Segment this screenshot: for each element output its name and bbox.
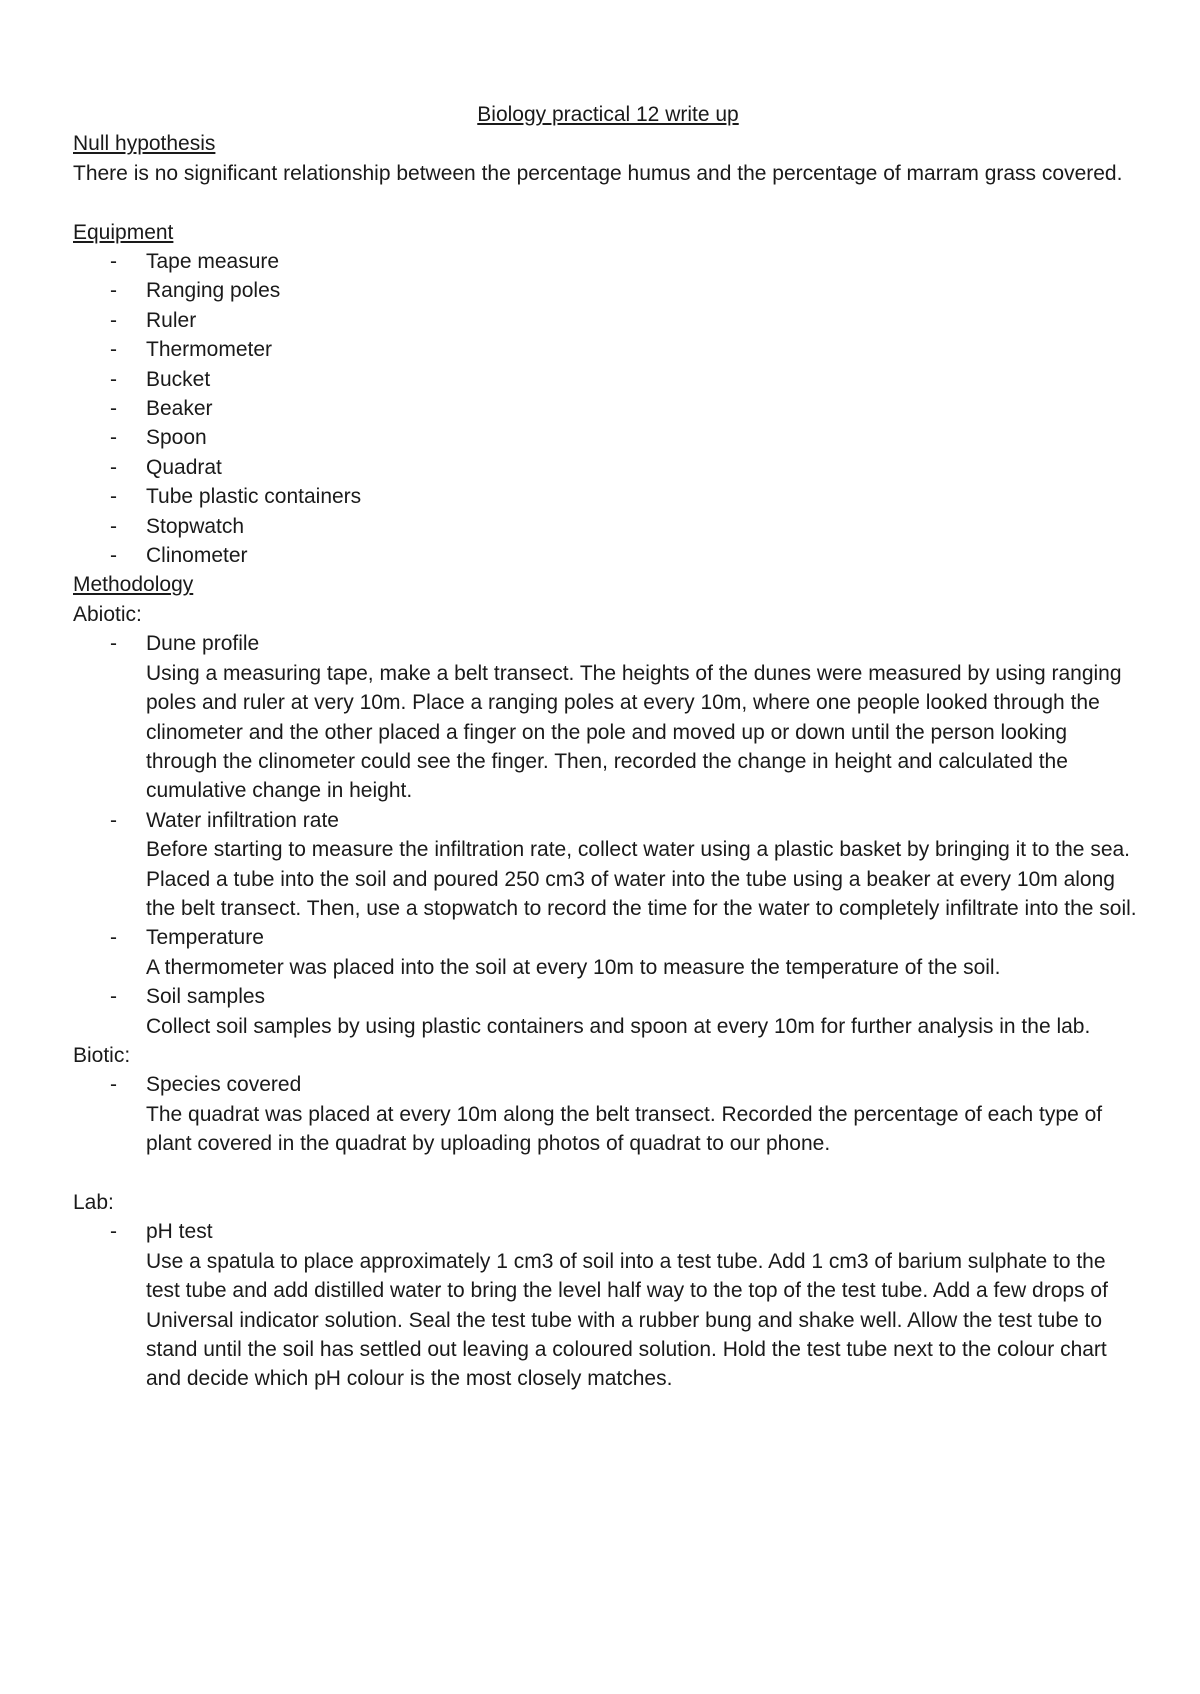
method-item	[73, 1217, 1143, 1393]
method-item-name: pH test	[146, 1220, 213, 1244]
method-item-description: Using a measuring tape, make a belt transect. The heights of the dunes were measured by using ranging poles and ruler at very 10m. Place a ranging poles at every 10m, where one people looked through the clinometer and the other placed a finger on the pole and moved up or down until the person looking through the clinometer could see the finger. Then, recorded the change in height and calculated the cumulative change in height.	[146, 661, 1122, 803]
spacer	[73, 188, 1143, 217]
dash-bullet: -	[110, 308, 117, 332]
method-item-description: Collect soil samples by using plastic containers and spoon at every 10m for further analysis in the lab.	[146, 1014, 1091, 1038]
method-item-name: Soil samples	[146, 985, 266, 1009]
biotic-label: Biotic:	[73, 1043, 131, 1067]
dash-bullet: -	[110, 632, 117, 656]
equipment-item	[73, 365, 1143, 394]
lab-list	[73, 1217, 1143, 1393]
method-item	[73, 923, 1143, 982]
equipment-heading: Equipment	[73, 220, 174, 244]
biotic-list	[73, 1070, 1143, 1158]
method-item-name: Temperature	[146, 926, 264, 950]
method-item-description: The quadrat was placed at every 10m along the belt transect. Recorded the percentage of each type of plant covered in the quadrat by uploading photos of quadrat to our phone.	[146, 1102, 1103, 1156]
null-hypothesis-heading: Null hypothesis	[73, 132, 216, 156]
equipment-item	[73, 335, 1143, 364]
null-hypothesis-text: There is no significant relationship between the percentage humus and the percentage of marram grass covered.	[73, 161, 1123, 185]
equipment-item	[73, 247, 1143, 276]
equipment-item	[73, 394, 1143, 423]
dash-bullet: -	[110, 808, 117, 832]
equipment-item-label: Ranging poles	[146, 279, 281, 303]
equipment-item-label: Spoon	[146, 426, 207, 450]
equipment-item-label: Beaker	[146, 397, 213, 421]
equipment-item-label: Thermometer	[146, 338, 273, 362]
equipment-item-label: Quadrat	[146, 455, 222, 479]
equipment-item-label: Tube plastic containers	[146, 485, 362, 509]
abiotic-label: Abiotic:	[73, 602, 142, 626]
equipment-item-label: Clinometer	[146, 544, 248, 568]
method-item-name: Species covered	[146, 1073, 302, 1097]
method-item	[73, 982, 1143, 1041]
document-title: Biology practical 12 write up	[477, 103, 739, 126]
equipment-item-label: Ruler	[146, 308, 197, 332]
lab-label: Lab:	[73, 1191, 114, 1214]
spacer	[73, 1159, 1143, 1188]
method-item	[73, 1070, 1143, 1158]
equipment-item	[73, 512, 1143, 541]
dash-bullet: -	[110, 426, 117, 450]
abiotic-list	[73, 629, 1143, 1041]
dash-bullet: -	[110, 485, 117, 509]
methodology-heading: Methodology	[73, 573, 194, 597]
dash-bullet: -	[110, 514, 117, 538]
equipment-item	[73, 541, 1143, 570]
equipment-item	[73, 423, 1143, 452]
dash-bullet: -	[110, 397, 117, 421]
equipment-item-label: Tape measure	[146, 250, 280, 274]
dash-bullet: -	[110, 250, 117, 274]
method-item-name: Dune profile	[146, 632, 260, 656]
method-item-description: Use a spatula to place approximately 1 cm3 of soil into a test tube. Add 1 cm3 of barium sulphate to the test tube and add distilled water to bring the level half way to the top of the test tube. Add a few drops of Universal indicator solution. Seal the test tube with a rubber bung and shake well. Allow the test tube to stand until the soil has settled out leaving a coloured solution. Hold the test tube next to the colour chart and decide which pH colour is the most closely matches.	[146, 1249, 1108, 1391]
method-item	[73, 806, 1143, 924]
equipment-item	[73, 453, 1143, 482]
dash-bullet: -	[110, 926, 117, 950]
method-item-description: Before starting to measure the infiltration rate, collect water using a plastic basket by bringing it to the sea. Placed a tube into the soil and poured 250 cm3 of water into the tube using a beaker at every 10m along the belt transect. Then, use a stopwatch to record the time for the water to completely infiltrate into the soil.	[146, 838, 1137, 920]
dash-bullet: -	[110, 1220, 117, 1244]
document-body	[73, 100, 1143, 1394]
equipment-item	[73, 306, 1143, 335]
equipment-item-label: Stopwatch	[146, 514, 245, 538]
dash-bullet: -	[110, 1073, 117, 1097]
equipment-item	[73, 482, 1143, 511]
dash-bullet: -	[110, 338, 117, 362]
equipment-item-label: Bucket	[146, 367, 211, 391]
dash-bullet: -	[110, 985, 117, 1009]
method-item-description: A thermometer was placed into the soil at every 10m to measure the temperature of the soil.	[146, 955, 1001, 979]
method-item	[73, 629, 1143, 805]
equipment-item	[73, 276, 1143, 305]
dash-bullet: -	[110, 544, 117, 568]
method-item-name: Water infiltration rate	[146, 808, 339, 832]
dash-bullet: -	[110, 455, 117, 479]
dash-bullet: -	[110, 367, 117, 391]
dash-bullet: -	[110, 279, 117, 303]
equipment-list	[73, 247, 1143, 570]
